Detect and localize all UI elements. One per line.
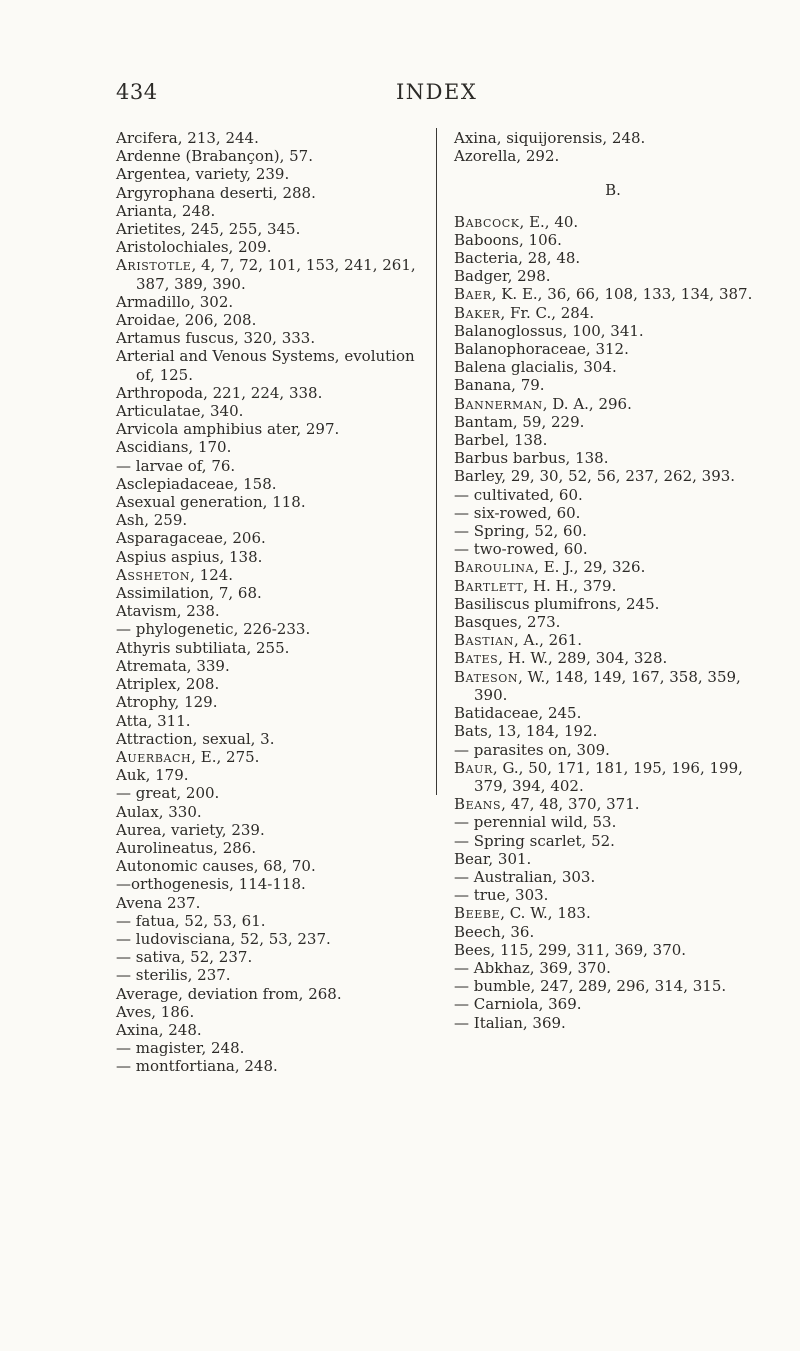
index-entry: — Australian, 303. [454, 867, 596, 886]
column-divider [436, 128, 437, 795]
index-entry: — larvae of, 76. [116, 456, 236, 475]
index-entry: Arthropoda, 221, 224, 338. [116, 383, 323, 402]
index-entry: Balena glacialis, 304. [454, 358, 617, 377]
index-column-right [454, 129, 772, 1032]
index-entry: — Italian, 369. [454, 1013, 566, 1032]
index-entry-pages: , E., 275. [191, 747, 260, 766]
index-entry-pages: , 4, 7, 72, 101, 153, 241, 261, 387, 389, 390. [136, 256, 416, 293]
index-entry [116, 566, 428, 584]
index-entry-author: Baur [454, 758, 493, 777]
index-entry: — phylogenetic, 226-233. [116, 620, 311, 639]
index-entry [454, 558, 772, 576]
index-entry-author: Assheton [116, 565, 191, 584]
index-entry: Armadillo, 302. [116, 292, 234, 311]
index-entry-author: Aristotle [116, 256, 192, 275]
index-entry: Assimilation, 7, 68. [116, 584, 262, 603]
index-entry: Aspius aspius, 138. [116, 547, 263, 566]
index-entry: Aurea, variety, 239. [116, 820, 265, 839]
index-entry: — great, 200. [116, 784, 220, 803]
index-entry [116, 256, 428, 292]
index-entry-author: Babcock [454, 212, 520, 231]
index-entry: — fatua, 52, 53, 61. [116, 911, 266, 930]
index-entry: — Carniola, 369. [454, 995, 582, 1014]
index-entry: Athyris subtiliata, 255. [116, 638, 290, 657]
index-entry: Ash, 259. [116, 511, 188, 530]
index-entry: Bees, 115, 299, 311, 369, 370. [454, 940, 687, 959]
index-entry [454, 304, 772, 322]
index-entry: Atrophy, 129. [116, 693, 218, 712]
index-group-a-continued [454, 129, 772, 165]
index-entry: — bumble, 247, 289, 296, 314, 315. [454, 977, 727, 996]
index-entry: Aroidae, 206, 208. [116, 311, 257, 330]
index-entry-pages: , 47, 48, 370, 371. [501, 795, 640, 814]
index-entry-pages: , G., 50, 171, 181, 195, 196, 199, 379, 394, 402. [474, 758, 743, 795]
index-entry [454, 904, 772, 922]
index-entry: — sativa, 52, 237. [116, 948, 253, 967]
index-entry: Ardenne (Brabançon), 57. [116, 147, 313, 166]
index-entry-author: Bateson [454, 667, 519, 686]
index-entry-author: Beans [454, 795, 502, 814]
index-group-b [454, 213, 772, 1032]
index-entry-pages: , E., 40. [519, 212, 579, 231]
index-entry: Badger, 298. [454, 267, 551, 286]
index-entry: Artamus fuscus, 320, 333. [116, 329, 316, 348]
index-entry: — two-rowed, 60. [454, 540, 588, 559]
section-letter: B. [605, 181, 621, 200]
index-entry: Auk, 179. [116, 766, 189, 785]
index-entry: Atta, 311. [116, 711, 191, 730]
index-entry: Barbus barbus, 138. [454, 449, 609, 468]
index-entry-pages: , 124. [190, 565, 234, 584]
index-entry: Bantam, 59, 229. [454, 412, 585, 431]
index-entry: Basiliscus plumifrons, 245. [454, 594, 660, 613]
index-entry: Axina, siquijorensis, 248. [454, 129, 646, 147]
index-entry: — Spring, 52, 60. [454, 522, 587, 541]
index-entry-pages: , C. W., 183. [500, 904, 591, 923]
index-entry-pages: , H. H., 379. [523, 576, 617, 595]
index-entry: — magister, 248. [116, 1039, 245, 1058]
index-entry-author: Bastian [454, 631, 514, 650]
index-entry: Barbel, 138. [454, 431, 548, 450]
page-header [0, 80, 800, 116]
index-entry: Arterial and Venous Systems, evolution of, 125. [116, 347, 415, 384]
index-entry-author: Beebe [454, 904, 501, 923]
index-entry-author: Baker [454, 303, 501, 322]
index-entry [116, 748, 428, 766]
index-entry: Aulax, 330. [116, 802, 202, 821]
index-entry [454, 795, 772, 813]
index-entry: Atavism, 238. [116, 602, 220, 621]
index-entry: Asclepiadaceae, 158. [116, 474, 277, 493]
index-entry-pages: , E. J., 29, 326. [534, 558, 646, 577]
index-entry: Aves, 186. [116, 1002, 195, 1021]
index-entry: Arcifera, 213, 244. [116, 129, 259, 147]
index-entry-pages: , Fr. C., 284. [500, 303, 595, 322]
index-entry [454, 577, 772, 595]
index-entry: Avena 237. [116, 893, 201, 912]
index-entry: —orthogenesis, 114-118. [116, 875, 306, 894]
index-entry: Articulatae, 340. [116, 402, 244, 421]
index-entry-pages: , D. A., 296. [542, 394, 632, 413]
index-entry: Atremata, 339. [116, 656, 230, 675]
index-entry-author: Baroulina [454, 558, 535, 577]
index-entry: Balanophoraceae, 312. [454, 340, 629, 359]
index-entry: Aristolochiales, 209. [116, 238, 272, 257]
index-entry: Asexual generation, 118. [116, 493, 306, 512]
running-title: INDEX [396, 80, 478, 104]
index-entry [454, 759, 772, 795]
index-entry-pages: , W., 148, 149, 167, 358, 359, 390. [474, 667, 741, 704]
index-entry: Arianta, 248. [116, 201, 216, 220]
index-entry: Axina, 248. [116, 1020, 202, 1039]
index-entry [454, 213, 772, 231]
index-entry: Arietites, 245, 255, 345. [116, 220, 301, 239]
index-entry-author: Auerbach [116, 747, 192, 766]
index-entry [454, 285, 772, 303]
index-entry: Batidaceae, 245. [454, 704, 582, 723]
index-entry: Atriplex, 208. [116, 675, 220, 694]
index-entry: Bats, 13, 184, 192. [454, 722, 598, 741]
index-entry: — sterilis, 237. [116, 966, 231, 985]
index-entry: — ludovisciana, 52, 53, 237. [116, 929, 331, 948]
index-entry: Attraction, sexual, 3. [116, 729, 275, 748]
index-entry: Ascidians, 170. [116, 438, 232, 457]
index-entry-author: Baer [454, 285, 492, 304]
index-entry: Average, deviation from, 268. [116, 984, 342, 1003]
index-entry: — parasites on, 309. [454, 740, 610, 759]
index-entry: — Abkhaz, 369, 370. [454, 958, 611, 977]
index-entry: Beech, 36. [454, 922, 535, 941]
index-entry: — Spring scarlet, 52. [454, 831, 615, 850]
index-entry: Baboons, 106. [454, 230, 562, 249]
index-entry: Azorella, 292. [454, 147, 560, 166]
index-entry-author: Bates [454, 649, 499, 668]
index-entry: Bear, 301. [454, 849, 532, 868]
index-entry: — true, 303. [454, 886, 549, 905]
index-entry: Bacteria, 28, 48. [454, 249, 581, 268]
index-entry-author: Bartlett [454, 576, 524, 595]
index-entry [454, 668, 772, 704]
index-entry: Barley, 29, 30, 52, 56, 237, 262, 393. [454, 467, 736, 486]
index-entry [454, 631, 772, 649]
page-number: 434 [116, 80, 158, 104]
index-entry: Balanoglossus, 100, 341. [454, 321, 644, 340]
index-entry: Aurolineatus, 286. [116, 838, 257, 857]
index-entry: — cultivated, 60. [454, 485, 583, 504]
index-entry [454, 649, 772, 667]
index-entry: Argentea, variety, 239. [116, 165, 290, 184]
index-entry: Asparagaceae, 206. [116, 529, 266, 548]
index-entry: Autonomic causes, 68, 70. [116, 857, 316, 876]
index-entry: — six-rowed, 60. [454, 503, 581, 522]
index-entry [454, 395, 772, 413]
index-entry: Banana, 79. [454, 376, 545, 395]
index-entry: — perennial wild, 53. [454, 813, 617, 832]
index-entry: Arvicola amphibius ater, 297. [116, 420, 340, 439]
index-column-left [116, 129, 428, 1076]
index-entry-author: Bannerman [454, 394, 543, 413]
index-entry-pages: , H. W., 289, 304, 328. [498, 649, 668, 668]
index-entry-pages: , A., 261. [513, 631, 583, 650]
index-entry: Argyrophana deserti, 288. [116, 183, 316, 202]
index-entry: Basques, 273. [454, 613, 561, 632]
index-entry-pages: , K. E., 36, 66, 108, 133, 134, 387. [491, 285, 753, 304]
index-entry: — montfortiana, 248. [116, 1057, 278, 1076]
